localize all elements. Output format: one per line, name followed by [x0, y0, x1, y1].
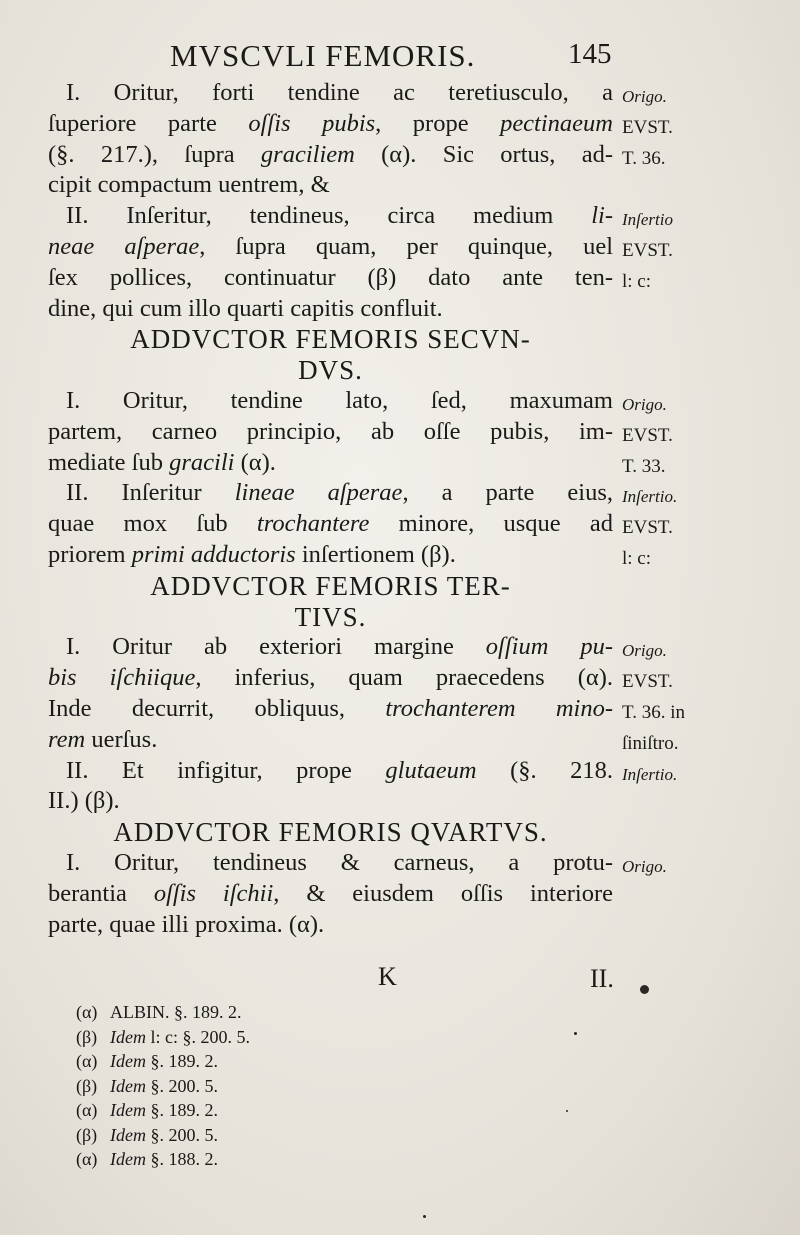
text-line: [48, 848, 613, 879]
footnote: [76, 1098, 250, 1123]
section-heading: [48, 817, 613, 848]
text-run: dine, qui cum illo quarti capitis confluit.: [48, 294, 443, 322]
signature-mark: K: [378, 962, 397, 991]
text-run: (§. 217.), ſupra: [48, 140, 261, 168]
text-line: [48, 170, 613, 201]
margin-note: Inſertio.: [622, 764, 678, 784]
text-run: I. Oritur ab exteriori margine: [66, 633, 486, 661]
italic-term: trochanterem mino-: [385, 694, 613, 722]
margin-note: Origo.: [622, 87, 667, 106]
margin-note: EVST.: [622, 240, 673, 261]
text-run: Inde decurrit, obliquus,: [48, 694, 386, 722]
page-header: [0, 30, 800, 80]
margin-note: l: c:: [622, 270, 652, 292]
italic-term: rem: [48, 725, 86, 753]
text-line: [48, 632, 613, 663]
text-run: priorem: [48, 540, 132, 568]
margin-note: Origo.: [622, 857, 667, 876]
italic-term: lineae aſperae: [234, 479, 403, 507]
text-line: [48, 509, 613, 540]
section-heading: [48, 602, 613, 633]
italic-term: neae aſperae: [48, 232, 200, 260]
footnote-reference: Idem: [110, 1026, 146, 1047]
footnote-reference: ALBIN.: [110, 1002, 170, 1022]
text-run: ſuperiore parte: [48, 109, 249, 137]
running-title: MVSCVLI FEMORIS.: [170, 38, 476, 73]
margin-note: Inſertio: [622, 210, 673, 230]
margin-note: Origo.: [622, 395, 667, 414]
margin-note: EVST.: [622, 424, 673, 446]
margin-note: T. 36.: [622, 147, 666, 169]
italic-term: trochantere: [256, 510, 370, 538]
margin-note: T. 33.: [622, 455, 666, 477]
footnote: [76, 1074, 250, 1099]
footnote-mark: (α): [76, 1002, 98, 1022]
footnote-citation: l: c: §. 200. 5.: [150, 1026, 250, 1047]
text-line: [48, 694, 613, 725]
text-line: [48, 879, 613, 910]
italic-term: primi adductoris: [131, 540, 296, 568]
text-run: , ſupra quam, per quinque, uel: [199, 232, 614, 260]
text-run: parte, quae illi proxima. (α).: [48, 910, 325, 938]
text-line: [48, 910, 613, 941]
footnote-citation: §. 188. 2.: [150, 1149, 218, 1169]
text-run: ADDVCTOR FEMORIS QVARTVS.: [113, 817, 548, 848]
text-run: II. Inſeritur, tendineus, circa medium: [66, 202, 592, 230]
text-run: DVS.: [298, 355, 363, 386]
text-run: minore, usque ad: [369, 510, 613, 538]
text-line: [48, 725, 613, 756]
italic-term: graciliem: [260, 140, 355, 168]
text-run: II.) (β).: [48, 787, 120, 815]
footnote-mark: (α): [76, 1100, 98, 1120]
text-run: partem, carneo principio, ab oſſe pubis, im-: [48, 417, 613, 445]
footnote-mark: (β): [76, 1075, 98, 1096]
ink-speck: [566, 1110, 568, 1112]
italic-term: li-: [591, 202, 613, 230]
text-run: (§. 218.: [476, 756, 613, 784]
text-run: , a parte eius,: [402, 479, 613, 507]
text-run: ſex pollices, continuatur (β) dato ante ten-: [48, 263, 613, 291]
italic-term: bis iſchiique: [48, 664, 196, 692]
footnote-mark: (β): [76, 1124, 98, 1145]
footnote-mark: (α): [76, 1051, 98, 1071]
catchword: II.: [590, 964, 614, 993]
text-line: [48, 294, 613, 325]
text-line: [48, 201, 613, 232]
italic-term: oſſis pubis: [248, 109, 376, 137]
margin-note: EVST.: [622, 517, 673, 539]
text-run: mediate ſub: [48, 448, 170, 476]
ink-speck: [640, 985, 649, 994]
footnote: [76, 1025, 250, 1050]
margin-note: EVST.: [622, 671, 673, 693]
text-line: [48, 448, 613, 479]
text-line: [48, 263, 613, 294]
italic-term: oſſium pu-: [485, 633, 613, 661]
text-line: [48, 540, 613, 571]
footnote-mark: (α): [76, 1149, 98, 1169]
footnote-citation: §. 200. 5.: [150, 1075, 218, 1096]
margin-note: Origo.: [622, 641, 667, 661]
text-line: [48, 417, 613, 448]
text-run: ADDVCTOR FEMORIS SECVN-: [130, 324, 531, 355]
text-run: TIVS.: [294, 601, 367, 632]
margin-note: ſiniſtro.: [622, 732, 679, 754]
margin-note: Inſertio.: [622, 487, 678, 507]
footnote-mark: (β): [76, 1026, 98, 1047]
text-line: [48, 109, 613, 140]
italic-term: oſſis iſchii: [153, 879, 274, 907]
footnote-citation: §. 200. 5.: [150, 1124, 218, 1145]
text-line: [48, 232, 613, 263]
text-run: I. Oritur, tendineus & carneus, a protu-: [66, 848, 613, 876]
italic-term: pectinaeum: [500, 109, 613, 137]
section-heading: [48, 355, 613, 386]
text-run: (α). Sic ortus, ad-: [354, 140, 613, 168]
text-run: ADDVCTOR FEMORIS TER-: [150, 570, 511, 601]
text-run: , prope: [375, 109, 501, 137]
margin-note: T. 36. in: [622, 702, 685, 723]
text-line: [48, 78, 613, 109]
footnote-reference: Idem: [110, 1051, 146, 1071]
text-run: cipit compactum uentrem, &: [48, 171, 330, 199]
text-line: [48, 386, 613, 417]
text-run: , & eiusdem oſſis interiore: [273, 879, 613, 907]
section-heading: [48, 571, 613, 602]
text-run: (α).: [234, 448, 276, 476]
text-run: quae mox ſub: [48, 510, 257, 538]
footnote-reference: Idem: [110, 1075, 146, 1096]
text-line: [48, 756, 613, 787]
main-text-block: [48, 78, 613, 940]
ink-speck: [423, 1215, 426, 1218]
text-line: [48, 478, 613, 509]
text-run: II. Et infigitur, prope: [66, 756, 386, 784]
text-line: [48, 786, 613, 817]
italic-term: glutaeum: [385, 756, 477, 784]
footnotes: [76, 1000, 250, 1172]
footnote-citation: §. 189. 2.: [174, 1002, 242, 1022]
footnote: [76, 1000, 250, 1025]
text-run: inſertionem (β).: [295, 540, 456, 568]
text-run: I. Oritur, forti tendine ac teretiusculo, a: [66, 79, 613, 106]
footnote: [76, 1049, 250, 1074]
margin-note: l: c:: [622, 548, 652, 569]
page-number: 145: [568, 38, 612, 70]
text-line: [48, 663, 613, 694]
section-heading: [48, 324, 613, 355]
text-run: II. Inſeritur: [66, 479, 235, 507]
text-run: uerſus.: [85, 725, 158, 753]
italic-term: gracili: [169, 448, 235, 476]
footnote: [76, 1123, 250, 1148]
footnote-reference: Idem: [110, 1124, 146, 1145]
text-run: , inferius, quam praecedens (α).: [195, 664, 613, 692]
footnote-reference: Idem: [110, 1100, 146, 1120]
text-run: berantia: [48, 879, 154, 907]
margin-note: EVST.: [622, 116, 673, 138]
text-line: [48, 140, 613, 171]
footnote: [76, 1147, 250, 1172]
footnote-citation: §. 189. 2.: [150, 1051, 218, 1071]
footnote-reference: Idem: [110, 1149, 146, 1169]
footnote-citation: §. 189. 2.: [150, 1100, 218, 1120]
ink-speck: [574, 1032, 577, 1035]
text-run: I. Oritur, tendine lato, ſed, maxumam: [66, 386, 613, 414]
